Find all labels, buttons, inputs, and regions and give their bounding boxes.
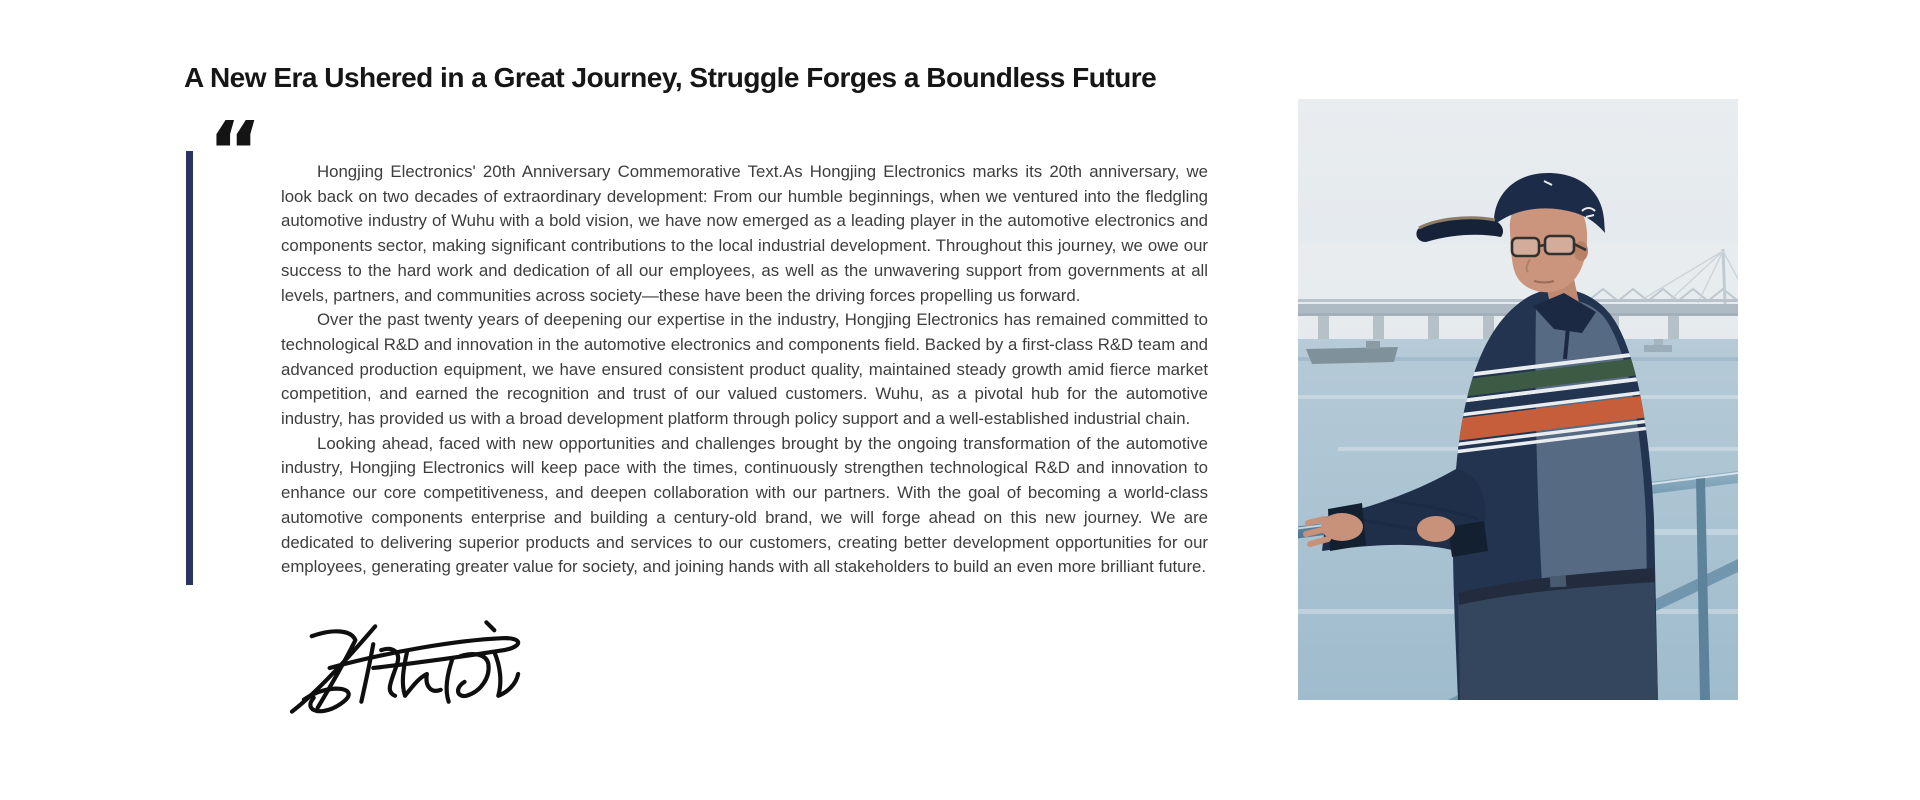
quote-text — [281, 160, 1208, 580]
quote-paragraph-3: Looking ahead, faced with new opportunities and challenges brought by the ongoing transformation of the automotive industry, Hongjing Electronics will keep pace with the times, continuously strengthen technological R&D and innovation to enhance our core competitiveness, and deepen collaboration with our partners. With the goal of becoming a world-class automotive components enterprise and building a century-old brand, we will forge ahead on this new journey. We are dedicated to delivering superior products and services to our customers, creating better development opportunities for our employees, generating greater value for society, and joining hands with all stakeholders to build an even more brilliant future. — [281, 433, 1208, 577]
quote-paragraph-2: Over the past twenty years of deepening our expertise in the industry, Hongjing Electronics has remained committed to technological R&D and innovation in the automotive electronics and components field. Backed by a first-class R&D team and advanced production equipment, we have ensured consistent product quality, maintained steady growth amid fierce market competition, and earned the recognition and trust of our valued customers. Wuhu, as a pivotal hub for the automotive industry, has provided us with a broad development platform through policy support and a well-established industrial chain. — [281, 310, 1208, 429]
page-title: A New Era Ushered in a Great Journey, Struggle Forges a Boundless Future — [184, 62, 1157, 93]
signature-icon — [278, 606, 536, 724]
portrait-photo — [1298, 99, 1738, 700]
quote-paragraph-1: Hongjing Electronics' 20th Anniversary Commemorative Text.As Hongjing Electronics marks its 20th anniversary, we look back on two decades of extraordinary development: From our humble beginnings, when we ventured into the fledgling automotive industry of Wuhu with a bold vision, we have now emerged as a leading player in the automotive electronics and components sector, making significant contributions to the local industrial development. Throughout this journey, we owe our success to the hard work and dedication of all our employees, as well as the unwavering support from governments at all levels, partners, and communities across society—these have been the driving forces propelling us forward. — [281, 162, 1208, 305]
quote-icon: “ — [208, 105, 262, 200]
accent-bar — [186, 151, 193, 585]
